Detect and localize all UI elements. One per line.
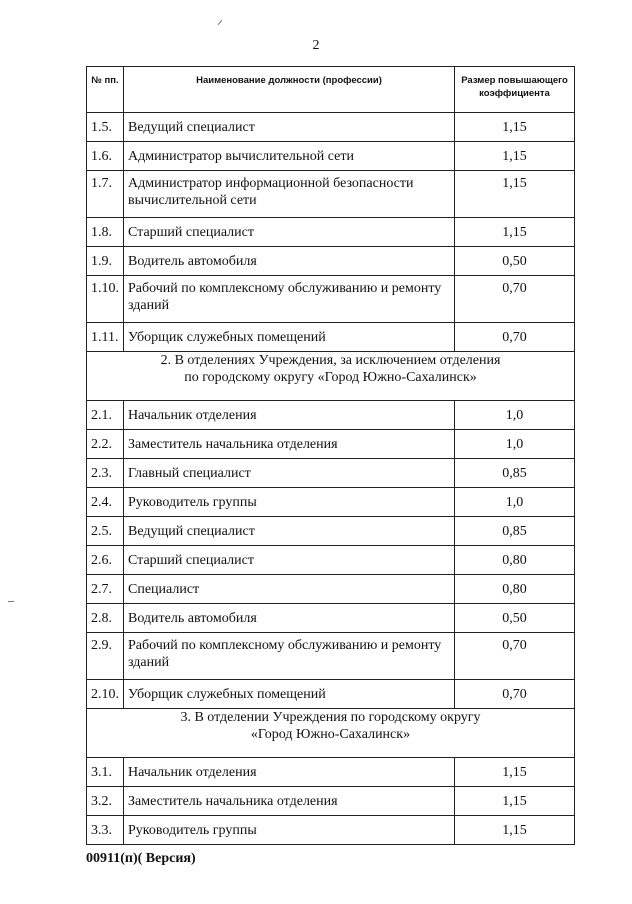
coefficient-value: 1,15 xyxy=(455,816,575,845)
coefficient-value: 0,80 xyxy=(455,575,575,604)
coefficient-value: 1,0 xyxy=(455,488,575,517)
table-row xyxy=(87,575,575,604)
table-row xyxy=(87,488,575,517)
coefficient-value: 1,15 xyxy=(455,787,575,816)
coefficient-value: 1,15 xyxy=(455,758,575,787)
table-row xyxy=(87,633,575,680)
header-number: № пп. xyxy=(87,67,124,113)
section-row xyxy=(87,709,575,758)
section-title-line: «Город Южно-Сахалинск» xyxy=(250,727,411,742)
position-name: Водитель автомобиля xyxy=(124,247,455,276)
header-position: Наименование должности (профессии) xyxy=(124,67,455,113)
position-name: Рабочий по комплексному обслуживанию и ремонту зданий xyxy=(124,276,455,323)
row-number: 2.7. xyxy=(87,575,124,604)
position-name: Заместитель начальника отделения xyxy=(124,430,455,459)
row-number: 1.7. xyxy=(87,171,124,218)
row-number: 2.10. xyxy=(87,680,124,709)
table-row xyxy=(87,787,575,816)
position-name: Ведущий специалист xyxy=(124,517,455,546)
row-number: 3.1. xyxy=(87,758,124,787)
section-title-line: по городскому округу «Город Южно-Сахалинск» xyxy=(184,370,477,385)
table-row xyxy=(87,758,575,787)
table-header-row xyxy=(87,67,575,113)
document-code: 00911(п)( Версия) xyxy=(86,851,196,866)
position-name: Рабочий по комплексному обслуживанию и ремонту зданий xyxy=(124,633,455,680)
row-number: 1.10. xyxy=(87,276,124,323)
row-number: 1.11. xyxy=(87,323,124,352)
coefficient-value: 0,85 xyxy=(455,459,575,488)
scan-mark xyxy=(218,20,223,25)
position-name: Начальник отделения xyxy=(124,401,455,430)
table-row xyxy=(87,430,575,459)
table-row xyxy=(87,604,575,633)
section-title xyxy=(87,709,575,758)
table-row xyxy=(87,816,575,845)
table-row xyxy=(87,546,575,575)
position-name: Начальник отделения xyxy=(124,758,455,787)
table-row xyxy=(87,276,575,323)
table-row xyxy=(87,323,575,352)
coefficient-value: 0,70 xyxy=(455,633,575,680)
page-number: 2 xyxy=(312,38,320,53)
table-row xyxy=(87,680,575,709)
table-row xyxy=(87,517,575,546)
table-row xyxy=(87,401,575,430)
coefficient-value: 0,85 xyxy=(455,517,575,546)
coefficient-value: 0,50 xyxy=(455,247,575,276)
position-name: Старший специалист xyxy=(124,546,455,575)
table-row xyxy=(87,247,575,276)
section-row xyxy=(87,352,575,401)
coefficient-value: 0,70 xyxy=(455,323,575,352)
table-row xyxy=(87,218,575,247)
coefficient-table xyxy=(86,66,575,845)
position-name: Старший специалист xyxy=(124,218,455,247)
row-number: 2.3. xyxy=(87,459,124,488)
table-row xyxy=(87,459,575,488)
coefficient-value: 1,15 xyxy=(455,113,575,142)
position-name: Руководитель группы xyxy=(124,816,455,845)
coefficient-value: 0,50 xyxy=(455,604,575,633)
coefficient-value: 0,70 xyxy=(455,276,575,323)
coefficient-value: 1,15 xyxy=(455,218,575,247)
row-number: 2.2. xyxy=(87,430,124,459)
coefficient-value: 1,15 xyxy=(455,171,575,218)
row-number: 1.6. xyxy=(87,142,124,171)
row-number: 2.5. xyxy=(87,517,124,546)
position-name: Администратор информационной безопасности вычислительной сети xyxy=(124,171,455,218)
row-number: 2.4. xyxy=(87,488,124,517)
table-body xyxy=(87,113,575,845)
row-number: 3.3. xyxy=(87,816,124,845)
position-name: Руководитель группы xyxy=(124,488,455,517)
position-name: Водитель автомобиля xyxy=(124,604,455,633)
position-name: Уборщик служебных помещений xyxy=(124,323,455,352)
header-coefficient: Размер повышающего коэффициента xyxy=(455,67,575,113)
section-title xyxy=(87,352,575,401)
position-name: Заместитель начальника отделения xyxy=(124,787,455,816)
row-number: 2.6. xyxy=(87,546,124,575)
row-number: 1.9. xyxy=(87,247,124,276)
coefficient-value: 0,80 xyxy=(455,546,575,575)
position-name: Специалист xyxy=(124,575,455,604)
row-number: 2.9. xyxy=(87,633,124,680)
table-row xyxy=(87,171,575,218)
row-number: 1.5. xyxy=(87,113,124,142)
position-name: Ведущий специалист xyxy=(124,113,455,142)
table-row xyxy=(87,113,575,142)
coefficient-value: 1,0 xyxy=(455,430,575,459)
row-number: 3.2. xyxy=(87,787,124,816)
position-name: Главный специалист xyxy=(124,459,455,488)
scan-mark xyxy=(8,601,14,602)
coefficient-value: 1,0 xyxy=(455,401,575,430)
section-title-line: 3. В отделении Учреждения по городскому округу xyxy=(180,710,481,725)
position-name: Администратор вычислительной сети xyxy=(124,142,455,171)
table-row xyxy=(87,142,575,171)
section-title-line: 2. В отделениях Учреждения, за исключением отделения xyxy=(160,353,501,368)
coefficient-value: 1,15 xyxy=(455,142,575,171)
row-number: 2.1. xyxy=(87,401,124,430)
row-number: 1.8. xyxy=(87,218,124,247)
position-name: Уборщик служебных помещений xyxy=(124,680,455,709)
coefficient-value: 0,70 xyxy=(455,680,575,709)
row-number: 2.8. xyxy=(87,604,124,633)
